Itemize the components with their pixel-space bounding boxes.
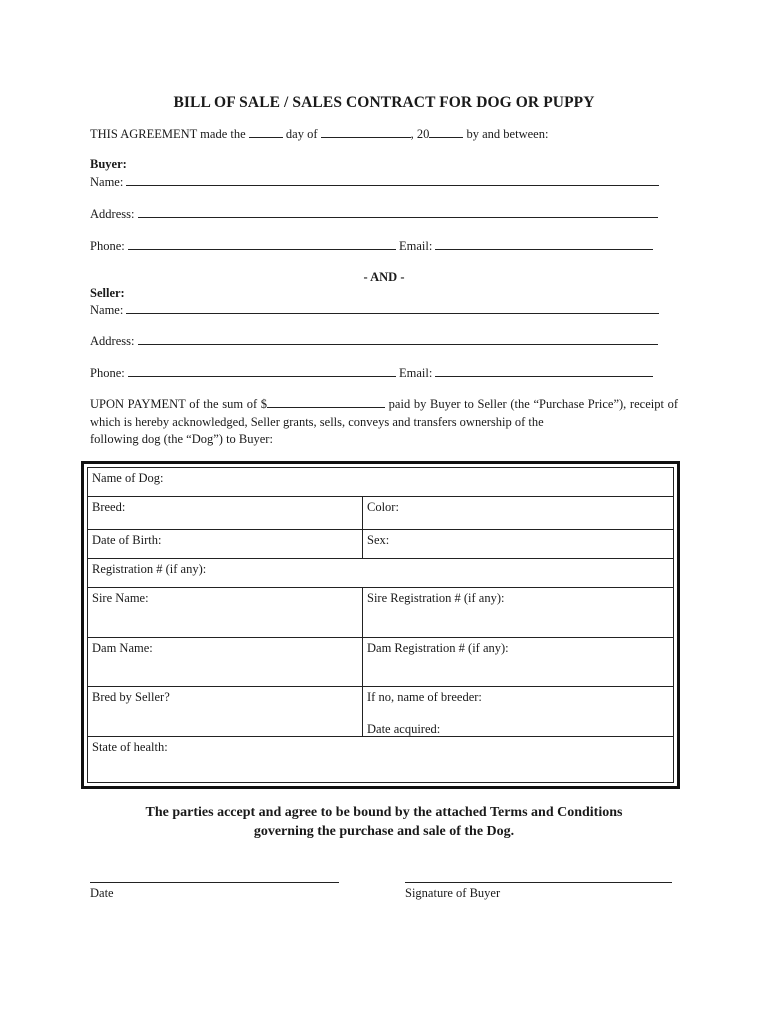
acceptance-statement xyxy=(0,803,768,841)
seller-name-blank[interactable] xyxy=(126,302,659,314)
acceptance-line-1: The parties accept and agree to be bound by the attached Terms and Conditions xyxy=(145,805,623,820)
buyer-signature-label: Signature of Buyer xyxy=(405,886,501,900)
agreement-text-4: by and between: xyxy=(466,127,549,141)
seller-contact-row xyxy=(90,365,678,381)
buyer-name-blank[interactable] xyxy=(126,174,659,186)
color-cell[interactable] xyxy=(363,497,673,529)
sire-registration-label: Sire Registration # (if any): xyxy=(367,591,505,605)
sex-cell[interactable] xyxy=(363,530,673,558)
payment-paragraph xyxy=(90,396,678,449)
registration-label: Registration # (if any): xyxy=(92,562,207,576)
seller-heading: Seller: xyxy=(90,286,125,300)
buyer-phone-blank[interactable] xyxy=(128,238,396,250)
dam-name-label: Dam Name: xyxy=(92,641,153,655)
dam-registration-label: Dam Registration # (if any): xyxy=(367,641,509,655)
table-row xyxy=(88,468,673,497)
seller-phone-label: Phone: xyxy=(90,366,125,380)
buyer-name-label: Name: xyxy=(90,175,124,189)
table-row xyxy=(88,530,673,559)
buyer-name-row xyxy=(90,174,678,190)
dog-details-table xyxy=(81,461,680,789)
seller-address-label: Address: xyxy=(90,334,135,348)
month-blank[interactable] xyxy=(321,126,411,138)
sire-registration-cell[interactable] xyxy=(363,588,673,637)
color-label: Color: xyxy=(367,500,399,514)
dam-name-cell[interactable] xyxy=(88,638,363,686)
buyer-signature-line[interactable] xyxy=(405,882,672,883)
date-acquired-label: Date acquired: xyxy=(367,722,441,736)
buyer-address-row xyxy=(90,206,678,222)
breed-label: Breed: xyxy=(92,500,126,514)
name-of-dog-cell[interactable] xyxy=(88,468,673,496)
date-signature-line[interactable] xyxy=(90,882,339,883)
sex-label: Sex: xyxy=(367,533,390,547)
state-of-health-cell[interactable] xyxy=(88,737,673,784)
sire-name-cell[interactable] xyxy=(88,588,363,637)
breeder-name-label: If no, name of breeder: xyxy=(367,690,482,704)
payment-text-3: following dog (the “Dog”) to Buyer: xyxy=(90,432,273,446)
buyer-phone-label: Phone: xyxy=(90,239,125,253)
acceptance-line-2: governing the purchase and sale of the Dog. xyxy=(253,824,515,839)
buyer-address-blank[interactable] xyxy=(138,206,658,218)
date-of-birth-cell[interactable] xyxy=(88,530,363,558)
year-blank[interactable] xyxy=(429,126,463,138)
table-row xyxy=(88,737,673,784)
agreement-text-1: THIS AGREEMENT made the xyxy=(90,127,246,141)
state-of-health-label: State of health: xyxy=(92,740,168,754)
seller-email-label: Email: xyxy=(398,366,433,380)
date-of-birth-label: Date of Birth: xyxy=(92,533,162,547)
and-separator: - AND - xyxy=(363,270,405,284)
dam-registration-cell[interactable] xyxy=(363,638,673,686)
seller-email-blank[interactable] xyxy=(435,365,653,377)
agreement-text-2: day of xyxy=(285,127,318,141)
name-of-dog-label: Name of Dog: xyxy=(92,471,164,485)
day-blank[interactable] xyxy=(249,126,283,138)
dog-details-table-inner xyxy=(87,467,674,783)
table-row xyxy=(88,588,673,638)
purchase-price-blank[interactable] xyxy=(267,396,385,408)
table-row xyxy=(88,497,673,530)
payment-text-2: paid by Buyer to Seller (the “Purchase Price”), receipt of which is hereby acknowledged, Seller grants, sells, conveys and transfers ownership of the xyxy=(90,397,678,429)
date-label: Date xyxy=(90,886,114,900)
bred-by-seller-label: Bred by Seller? xyxy=(92,690,170,704)
seller-name-label: Name: xyxy=(90,303,124,317)
breeder-cell[interactable] xyxy=(363,687,673,736)
buyer-address-label: Address: xyxy=(90,207,135,221)
table-row xyxy=(88,559,673,588)
seller-address-row xyxy=(90,333,678,349)
agreement-text-3: , 20 xyxy=(410,127,430,141)
seller-name-row xyxy=(90,302,678,318)
breed-cell[interactable] xyxy=(88,497,363,529)
seller-phone-blank[interactable] xyxy=(128,365,396,377)
buyer-email-label: Email: xyxy=(398,239,433,253)
buyer-email-blank[interactable] xyxy=(435,238,653,250)
document-title: BILL OF SALE / SALES CONTRACT FOR DOG OR PUPPY xyxy=(173,94,595,111)
table-row xyxy=(88,638,673,687)
agreement-line xyxy=(90,126,678,142)
buyer-heading: Buyer: xyxy=(90,157,127,171)
sire-name-label: Sire Name: xyxy=(92,591,149,605)
payment-text-1: UPON PAYMENT of the sum of $ xyxy=(90,397,268,411)
registration-cell[interactable] xyxy=(88,559,673,587)
buyer-contact-row xyxy=(90,238,678,254)
table-row xyxy=(88,687,673,737)
bred-by-seller-cell[interactable] xyxy=(88,687,363,736)
seller-address-blank[interactable] xyxy=(138,333,658,345)
